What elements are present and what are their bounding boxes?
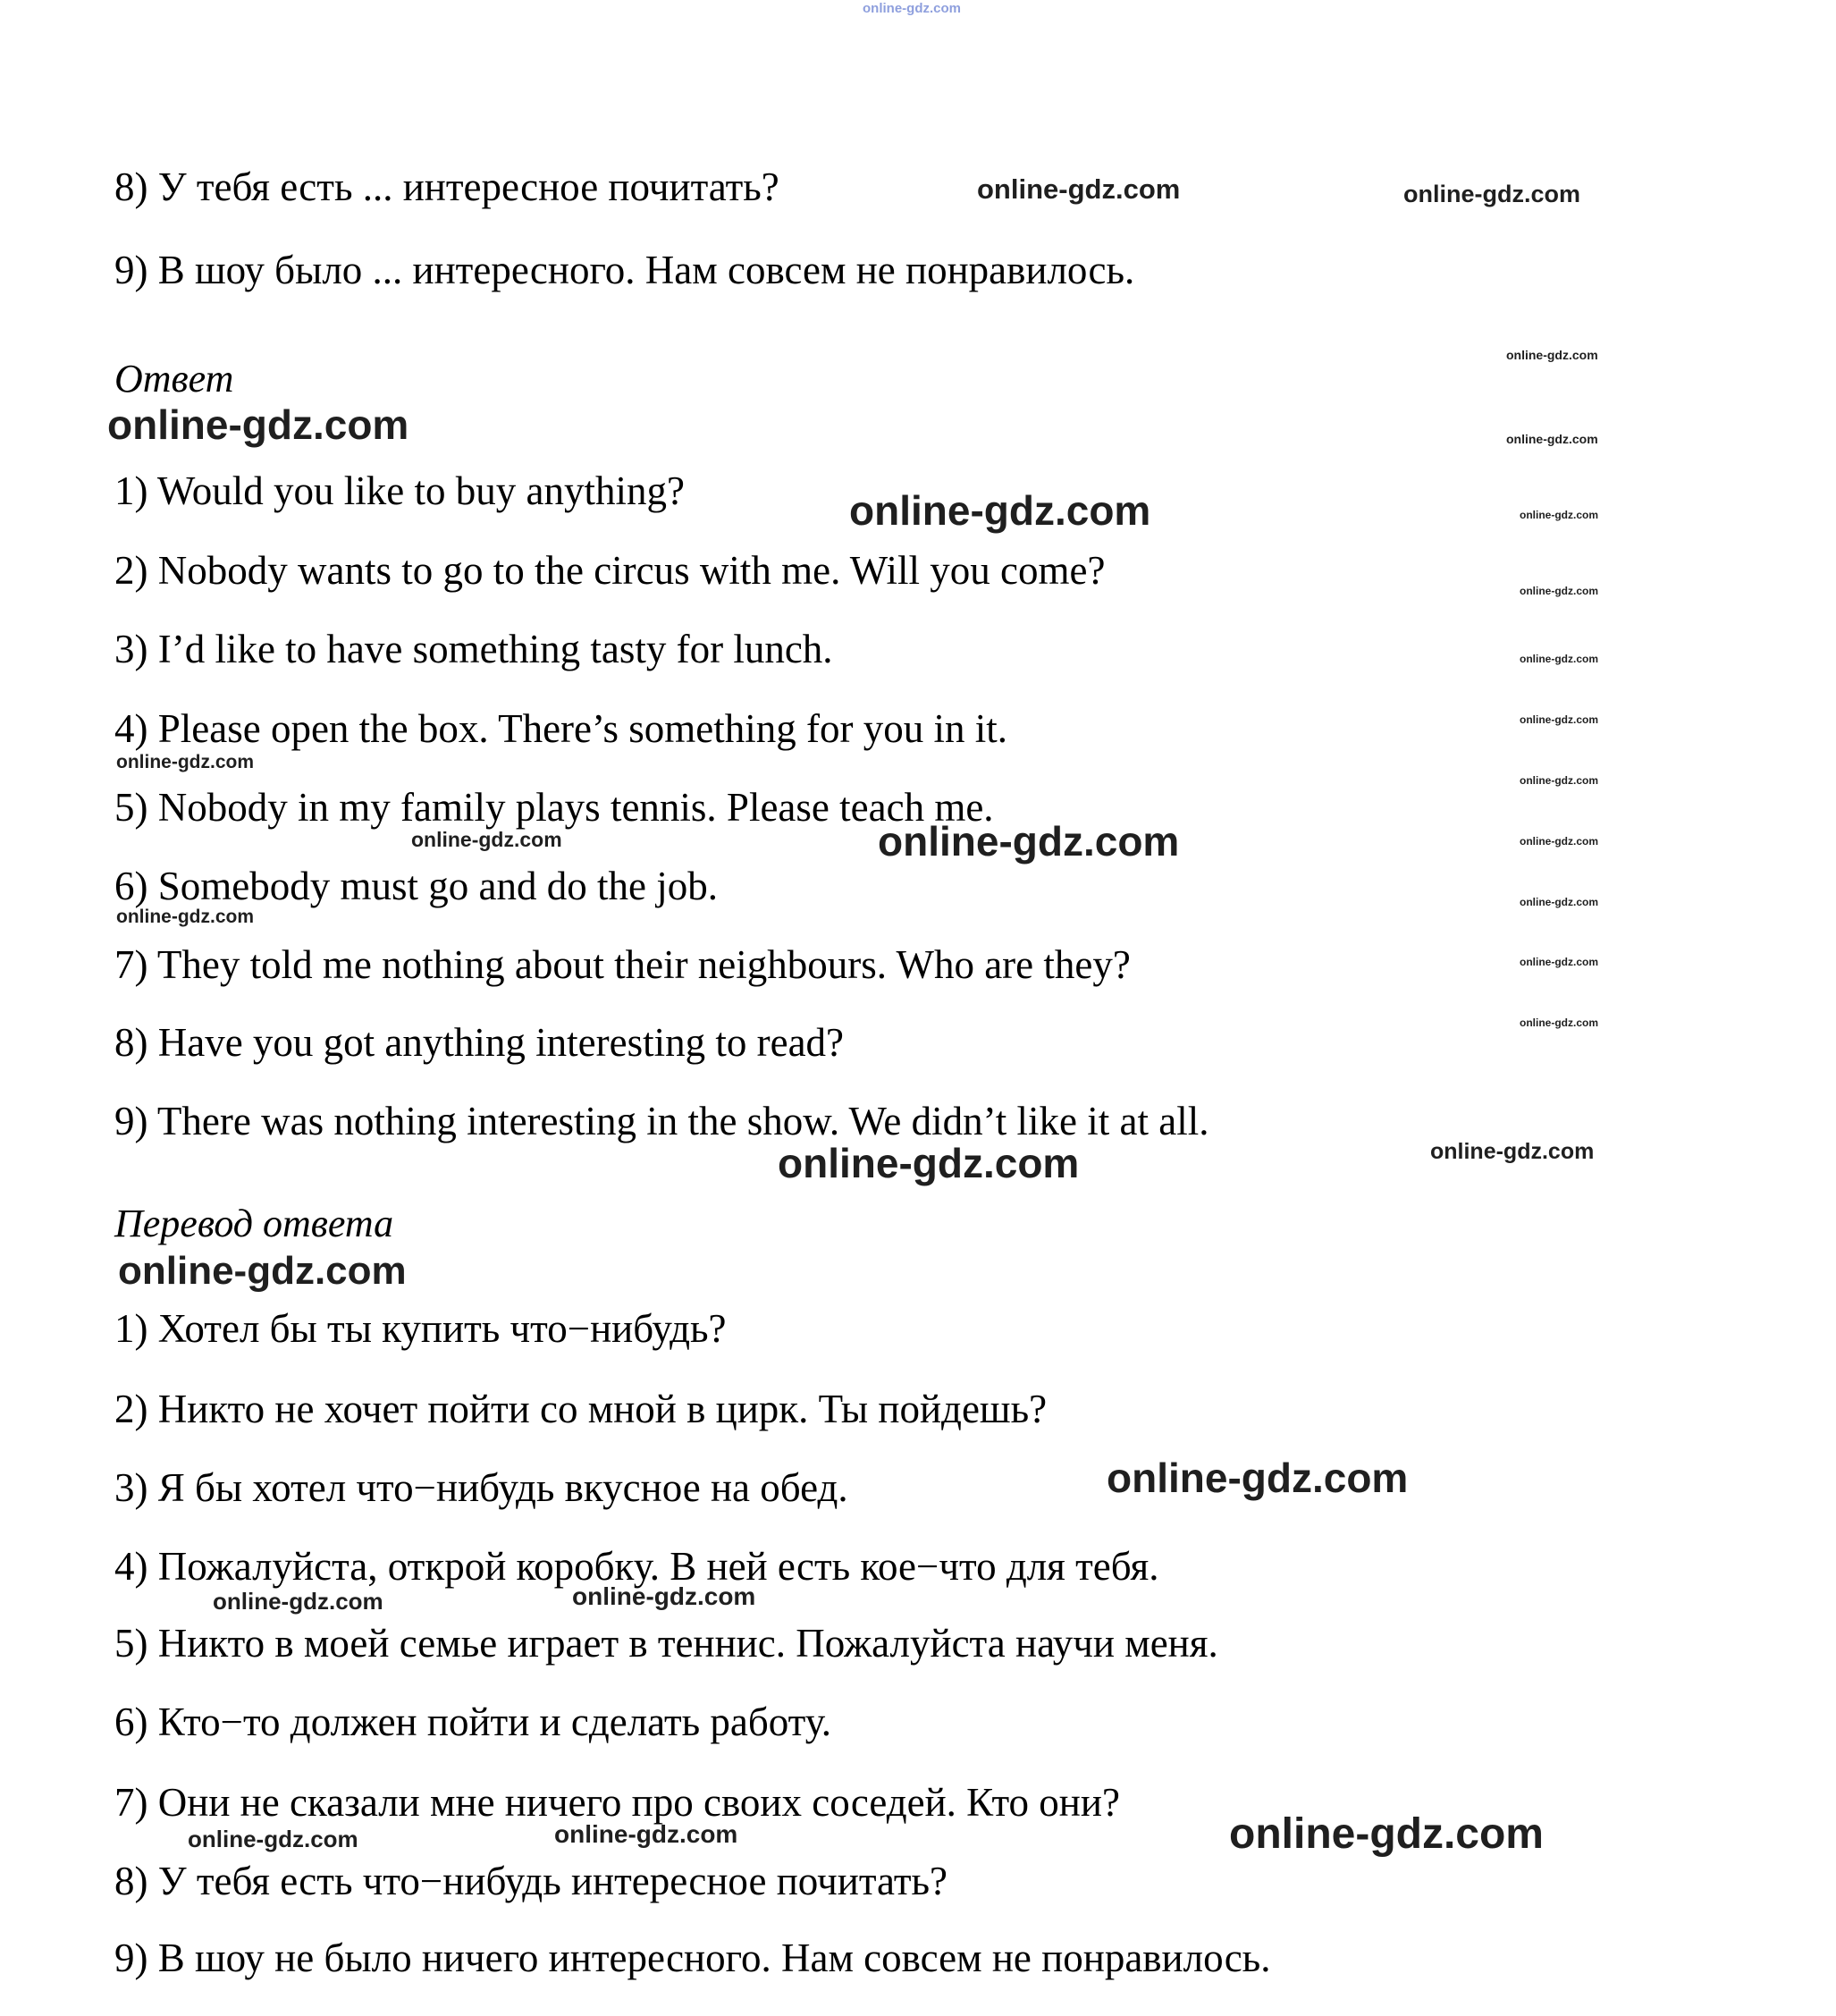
watermark: online-gdz.com [1520, 713, 1598, 726]
translation-heading: Перевод ответа [114, 1202, 394, 1245]
translation-line: 2) Никто не хочет пойти со мной в цирк. Ты пойдешь? [114, 1387, 1048, 1431]
translation-line: 9) В шоу не было ничего интересного. Нам совсем не понравилось. [114, 1936, 1271, 1980]
watermark: online-gdz.com [213, 1588, 383, 1615]
question-line: 8) У тебя есть ... интересное почитать? [114, 164, 779, 209]
answer-line: 8) Have you got anything interesting to read? [114, 1020, 845, 1065]
watermark: online-gdz.com [1520, 653, 1598, 665]
watermark: online-gdz.com [572, 1582, 756, 1610]
translation-line: 3) Я бы хотел что−нибудь вкусное на обед. [114, 1465, 848, 1510]
translation-line: 7) Они не сказали мне ничего про своих соседей. Кто они? [114, 1780, 1120, 1825]
answer-line: 3) I’d like to have something tasty for lunch. [114, 627, 833, 671]
watermark: online-gdz.com [778, 1140, 1080, 1186]
watermark: online-gdz.com [1229, 1810, 1544, 1858]
answer-line: 2) Nobody wants to go to the circus with me. Will you come? [114, 548, 1106, 593]
answer-line: 6) Somebody must go and do the job. [114, 864, 718, 908]
watermark: online-gdz.com [1520, 585, 1598, 597]
watermark: online-gdz.com [1107, 1455, 1409, 1501]
watermark: online-gdz.com [411, 828, 562, 851]
watermark: online-gdz.com [1520, 956, 1598, 968]
watermark: online-gdz.com [1403, 181, 1580, 207]
answer-line: 1) Would you like to buy anything? [114, 468, 685, 513]
question-line: 9) В шоу было ... интересного. Нам совсем не понравилось. [114, 248, 1135, 292]
answer-line: 5) Nobody in my family plays tennis. Please teach me. [114, 785, 994, 830]
answers-heading: Ответ [114, 357, 234, 401]
watermark: online-gdz.com [1506, 348, 1598, 362]
translation-line: 8) У тебя есть что−нибудь интересное почитать? [114, 1859, 948, 1903]
answer-line: 9) There was nothing interesting in the show. We didn’t like it at all. [114, 1099, 1209, 1143]
watermark: online-gdz.com [1520, 1016, 1598, 1029]
watermark: online-gdz.com [1520, 896, 1598, 908]
watermark: online-gdz.com [1430, 1139, 1595, 1164]
translation-line: 4) Пожалуйста, открой коробку. В ней есть кое−что для тебя. [114, 1544, 1159, 1589]
watermark: online-gdz.com [878, 818, 1180, 865]
watermark: online-gdz.com [1520, 774, 1598, 787]
watermark: online-gdz.com [849, 487, 1151, 534]
watermark: online-gdz.com [1520, 835, 1598, 848]
watermark: online-gdz.com [977, 173, 1181, 205]
answer-line: 4) Please open the box. There’s something for you in it. [114, 706, 1007, 751]
watermark: online-gdz.com [118, 1249, 407, 1293]
watermark: online-gdz.com [554, 1820, 738, 1848]
watermark: online-gdz.com [863, 1, 961, 16]
watermark: online-gdz.com [116, 907, 254, 927]
watermark: online-gdz.com [188, 1826, 358, 1852]
watermark: online-gdz.com [1506, 432, 1598, 446]
translation-line: 1) Хотел бы ты купить что−нибудь? [114, 1306, 727, 1351]
answer-line: 7) They told me nothing about their neighbours. Who are they? [114, 942, 1131, 987]
watermark: online-gdz.com [1520, 509, 1598, 521]
watermark: online-gdz.com [107, 401, 409, 448]
watermark: online-gdz.com [116, 752, 254, 772]
translation-line: 6) Кто−то должен пойти и сделать работу. [114, 1700, 832, 1744]
translation-line: 5) Никто в моей семье играет в теннис. Пожалуйста научи меня. [114, 1621, 1218, 1666]
